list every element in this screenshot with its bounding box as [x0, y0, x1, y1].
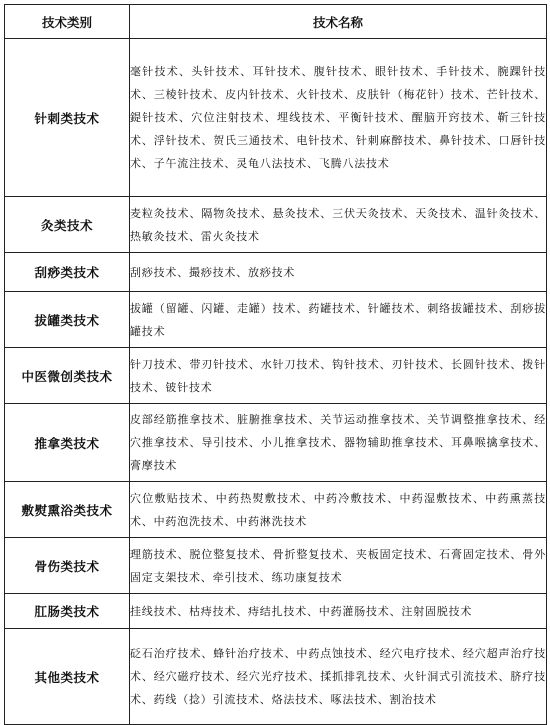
row-names: 理筋技术、脱位整复技术、骨折整复技术、夹板固定技术、石膏固定技术、骨外固定支架技术、牵引技术、练功康复技术 [130, 538, 547, 594]
table-row [5, 348, 547, 404]
table-row [5, 629, 547, 725]
row-names: 挂线技术、枯痔技术、痔结扎技术、中药灌肠技术、注射固脱技术 [130, 594, 547, 629]
row-names: 针刀技术、带刃针技术、水针刀技术、钩针技术、刃针技术、长圆针技术、拨针技术、铍针技术 [130, 348, 547, 404]
row-names: 穴位敷贴技术、中药热熨敷技术、中药冷敷技术、中药湿敷技术、中药熏蒸技术、中药泡洗技术、中药淋洗技术 [130, 482, 547, 538]
row-category: 敷熨熏浴类技术 [5, 482, 130, 538]
table-row [5, 482, 547, 538]
header-category: 技术类别 [5, 5, 130, 39]
row-category: 刮痧类技术 [5, 253, 130, 292]
row-category: 肛肠类技术 [5, 594, 130, 629]
table-row [5, 253, 547, 292]
row-names: 砭石治疗技术、蜂针治疗技术、中药点蚀技术、经穴电疗技术、经穴超声治疗技术、经穴磁疗技术、经穴光疗技术、揉抓排乳技术、火针洞式引流技术、脐疗技术、药线（捻）引流技术、烙法技术、啄法技术、割治技术 [130, 629, 547, 725]
row-names: 麦粒灸技术、隔物灸技术、悬灸技术、三伏天灸技术、天灸技术、温针灸技术、热敏灸技术、雷火灸技术 [130, 197, 547, 253]
table-row [5, 404, 547, 482]
document-page [4, 4, 546, 725]
row-category: 灸类技术 [5, 197, 130, 253]
row-category: 针刺类技术 [5, 39, 130, 197]
row-category: 其他类技术 [5, 629, 130, 725]
row-names: 皮部经筋推拿技术、脏腑推拿技术、关节运动推拿技术、关节调整推拿技术、经穴推拿技术、导引技术、小儿推拿技术、器物辅助推拿技术、耳鼻喉擒拿技术、膏摩技术 [130, 404, 547, 482]
row-category: 骨伤类技术 [5, 538, 130, 594]
row-category: 拔罐类技术 [5, 292, 130, 348]
table-row [5, 292, 547, 348]
technology-table [4, 4, 547, 725]
header-names: 技术名称 [130, 5, 547, 39]
row-category: 中医微创类技术 [5, 348, 130, 404]
row-category: 推拿类技术 [5, 404, 130, 482]
row-names: 拔罐（留罐、闪罐、走罐）技术、药罐技术、针罐技术、刺络拔罐技术、刮痧拔罐技术 [130, 292, 547, 348]
table-header-row [5, 5, 547, 39]
row-names: 刮痧技术、撮痧技术、放痧技术 [130, 253, 547, 292]
row-names: 毫针技术、头针技术、耳针技术、腹针技术、眼针技术、手针技术、腕踝针技术、三棱针技术、皮内针技术、火针技术、皮肤针（梅花针）技术、芒针技术、鍉针技术、穴位注射技术、埋线技术、平衡针技术、醒脑开窍技术、靳三针技术、浮针技术、贺氏三通技术、电针技术、针刺麻醉技术、鼻针技术、口唇针技术、子午流注技术、灵龟八法技术、飞腾八法技术 [130, 39, 547, 197]
table-row [5, 197, 547, 253]
table-row [5, 39, 547, 197]
table-row [5, 538, 547, 594]
table-row [5, 594, 547, 629]
